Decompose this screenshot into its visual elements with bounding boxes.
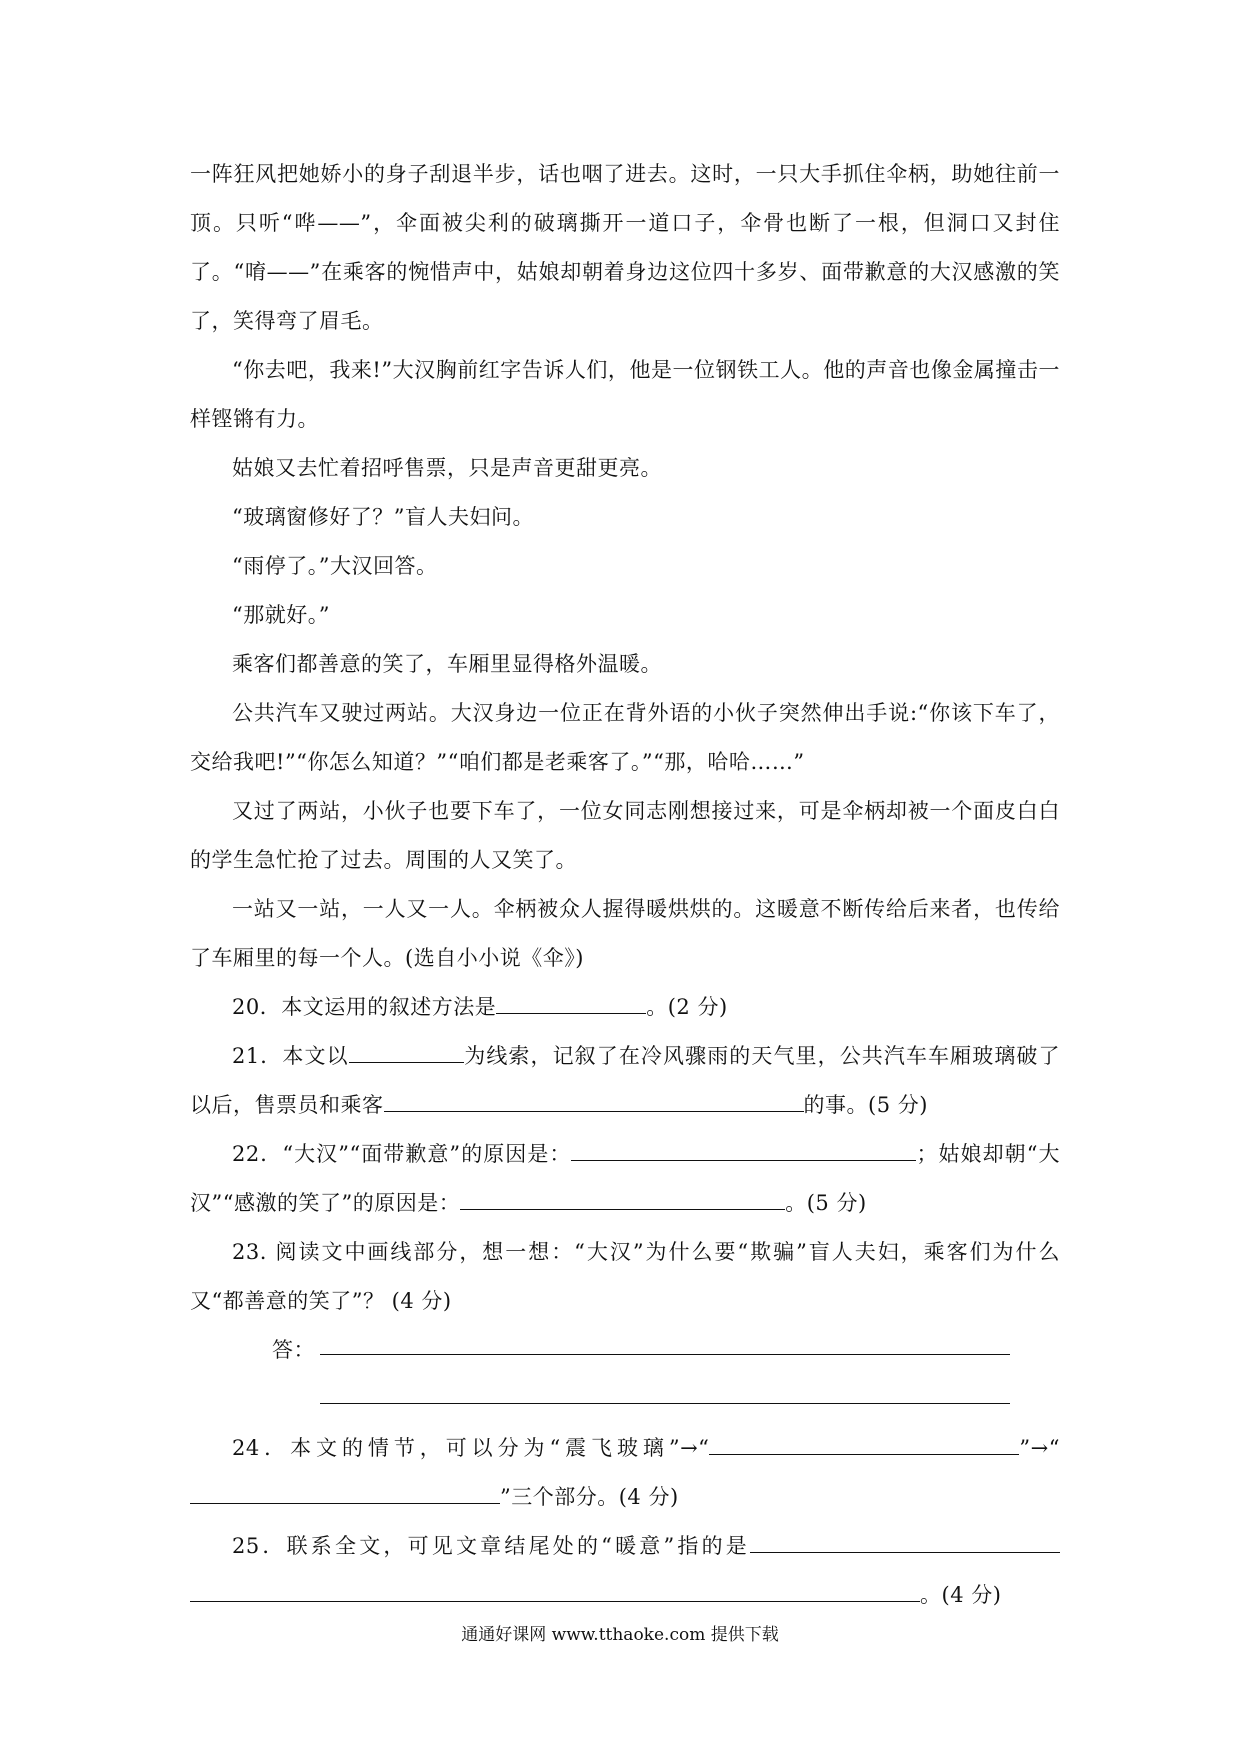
question-text: 21．本文以 — [232, 1044, 349, 1068]
document-body — [190, 150, 1060, 1620]
story-paragraph: “你去吧，我来!”大汉胸前红字告诉人们，他是一位钢铁工人。他的声音也像金属撞击一样铿锵有力。 — [190, 358, 1060, 431]
answer-blank[interactable] — [384, 1092, 804, 1112]
question-text: 25．联系全文，可见文章结尾处的“暖意”指的是 — [232, 1534, 750, 1558]
question-21 — [190, 1032, 1060, 1130]
question-score: 的事。(5 分) — [803, 1093, 928, 1117]
story-paragraph: 又过了两站，小伙子也要下车了，一位女同志刚想接过来，可是伞柄却被一个面皮白白的学生急忙抢了过去。周围的人又笑了。 — [190, 799, 1060, 872]
story-paragraph: 一站又一站，一人又一人。伞柄被众人握得暖烘烘的。这暖意不断传给后来者，也传给了车厢里的每一个人。(选自小小说《伞》) — [190, 897, 1060, 970]
question-20 — [190, 983, 1060, 1032]
question-score: 。(4 分) — [920, 1583, 1002, 1607]
question-text: 22．“大汉”“面带歉意”的原因是： — [232, 1142, 572, 1166]
question-text: ；姑娘却朝“大汉”“感激的笑了”的原因是： — [190, 1142, 1060, 1215]
answer-row — [190, 1326, 1060, 1375]
question-text: ”→“ — [1019, 1436, 1060, 1460]
story-paragraph: 公共汽车又驶过两站。大汉身边一位正在背外语的小伙子突然伸出手说:“你该下车了，交给我吧!”“你怎么知道？”“咱们都是老乘客了。”“那，哈哈……” — [190, 701, 1060, 774]
story-paragraph: “那就好。” — [232, 603, 330, 627]
story-paragraph: 姑娘又去忙着招呼售票，只是声音更甜更亮。 — [232, 456, 662, 480]
story-paragraph: 乘客们都善意的笑了，车厢里显得格外温暖。 — [232, 652, 662, 676]
answer-blank[interactable] — [190, 1582, 920, 1602]
answer-line[interactable] — [320, 1403, 1010, 1404]
question-score: ”三个部分。(4 分) — [500, 1485, 679, 1509]
story-paragraph: 一阵狂风把她娇小的身子刮退半步，话也咽了进去。这时，一只大手抓住伞柄，助她往前一顶。只听“哗——”，伞面被尖利的破璃撕开一道口子，伞骨也断了一根，但洞口又封住了。“唷——”在乘客的惋惜声中，姑娘却朝着身边这位四十多岁、面带歉意的大汉感激的笑了，笑得弯了眉毛。 — [190, 162, 1060, 333]
question-text: 20．本文运用的叙述方法是 — [232, 995, 497, 1019]
story-paragraph: “玻璃窗修好了？”盲人夫妇问。 — [232, 505, 534, 529]
answer-row — [190, 1375, 1060, 1424]
answer-blank[interactable] — [460, 1190, 785, 1210]
question-22 — [190, 1130, 1060, 1228]
question-text: 为线索，记叙了在冷风骤雨的天气里，公共汽车车厢玻璃破了以后，售票员和乘客 — [190, 1044, 1060, 1117]
answer-line[interactable] — [320, 1354, 1010, 1355]
question-score: 。(2 分) — [646, 995, 728, 1019]
page-footer: 通通好课网 www.tthaoke.com 提供下载 — [461, 1625, 779, 1645]
question-24 — [190, 1424, 1060, 1522]
answer-label: 答： — [272, 1338, 315, 1362]
answer-blank[interactable] — [190, 1484, 500, 1504]
answer-blank[interactable] — [750, 1533, 1060, 1553]
question-23: 23. 阅读文中画线部分，想一想：“大汉”为什么要“欺骗”盲人夫妇，乘客们为什么又“都善意的笑了”？ (4 分) — [190, 1240, 1060, 1313]
answer-blank[interactable] — [709, 1435, 1019, 1455]
question-25 — [190, 1522, 1060, 1620]
question-score: 。(5 分) — [785, 1191, 867, 1215]
answer-blank[interactable] — [349, 1043, 464, 1063]
answer-blank[interactable] — [571, 1141, 916, 1161]
answer-blank[interactable] — [496, 994, 646, 1014]
story-paragraph: “雨停了。”大汉回答。 — [232, 554, 438, 578]
question-text: 24．本文的情节，可以分为“震飞玻璃”→“ — [232, 1436, 710, 1460]
